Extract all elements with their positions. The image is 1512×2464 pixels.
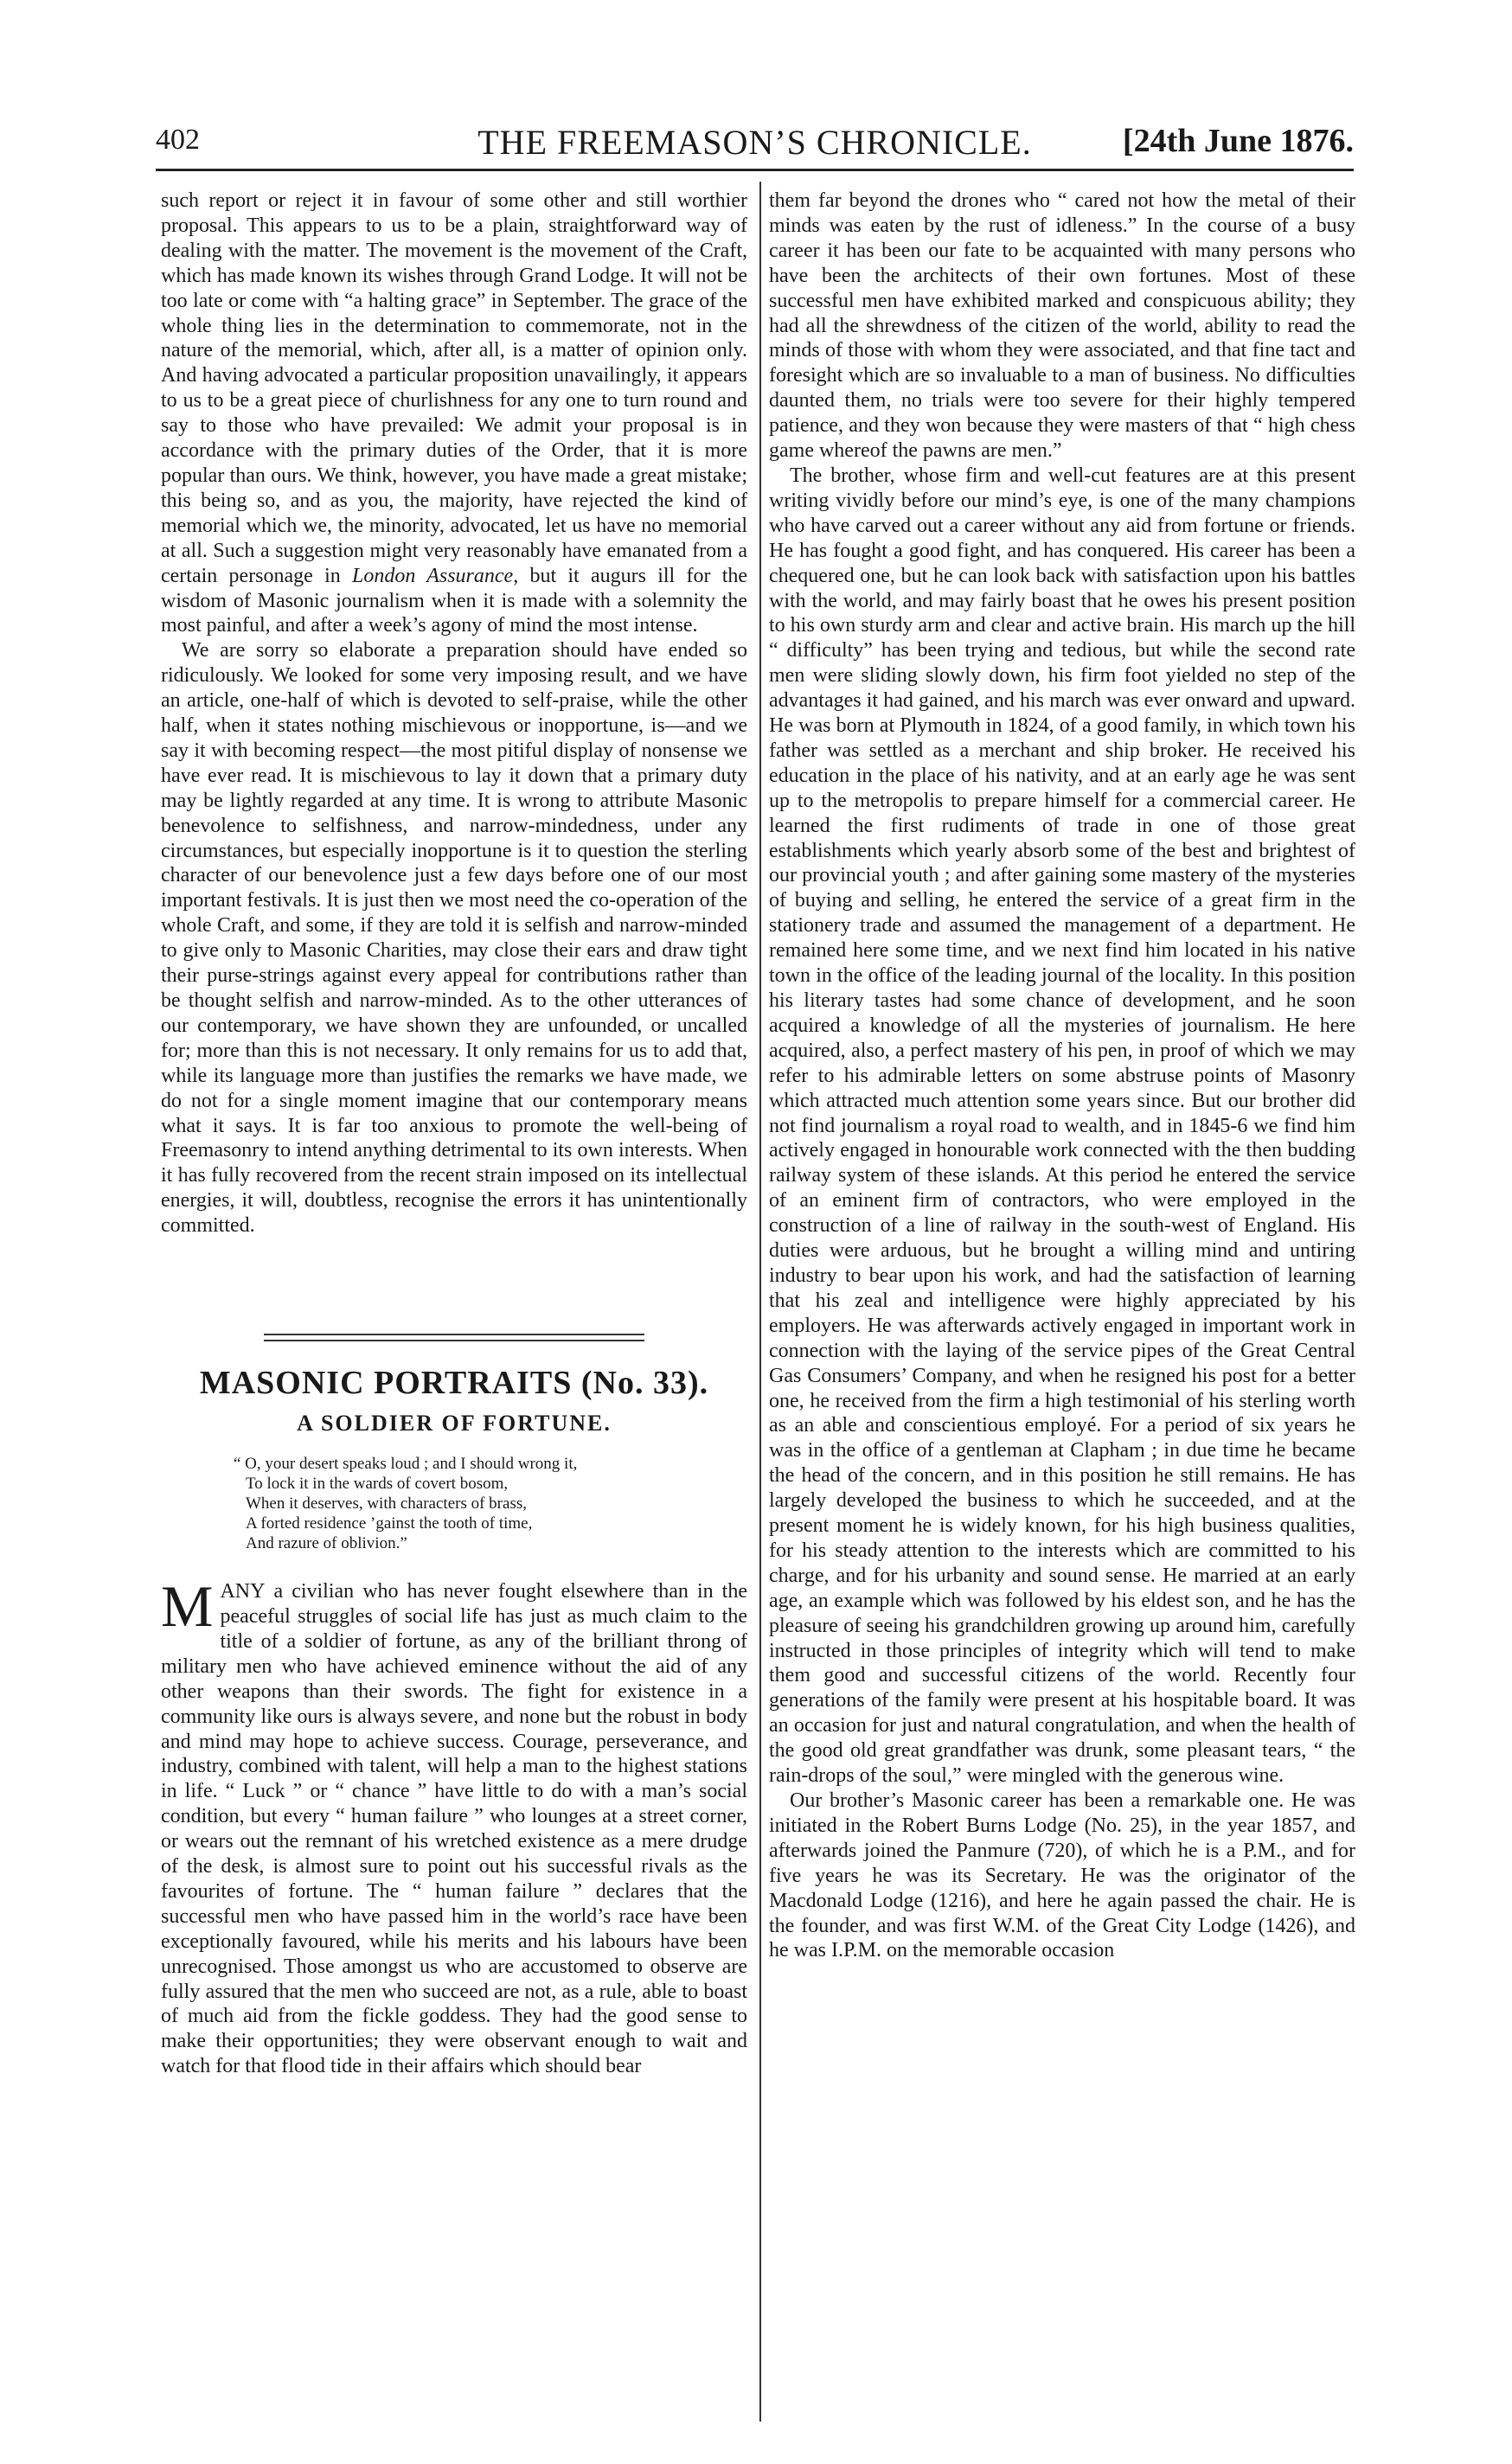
publication-title: THE FREEMASON’S CHRONICLE. <box>477 123 1032 162</box>
quote-line: To lock it in the wards of covert bosom, <box>246 1475 509 1494</box>
quote-line: And razure of oblivion.” <box>246 1534 407 1553</box>
section-subtitle: A SOLDIER OF FORTUNE. <box>297 1411 612 1437</box>
italic-title: London Assurance <box>352 564 514 587</box>
paragraph-text: , but it augurs ill for the wisdom of Masonic journalism when it is made with a solemnity the most painful, and after a week’s agony of mind the most intense. <box>161 564 748 637</box>
epigraph-quote <box>234 1454 747 1553</box>
article-paragraph <box>161 1573 747 2079</box>
page-header <box>156 117 1354 160</box>
issue-date: [24th June 1876. <box>1122 123 1354 159</box>
quote-line: When it deserves, with characters of brass, <box>246 1494 527 1514</box>
header-rule <box>156 169 1354 171</box>
section-separator <box>264 1334 644 1341</box>
quote-line: “ O, your desert speaks loud ; and I should wrong it, <box>234 1455 578 1474</box>
left-column <box>161 189 747 2079</box>
quote-line: A forted residence ’gainst the tooth of time, <box>246 1514 533 1533</box>
opening-words: ANY <box>220 1580 266 1603</box>
page-number: 402 <box>156 124 200 156</box>
article-paragraph: We are sorry so elaborate a preparation should have ended so ridiculously. We looked for some very imposing result, and we have an article, one-half of which is devoted to self-praise, while the other half, when it states nothing mischievous or inopportune, is—and we say it with becoming respect—the most pitiful display of nonsense we have ever read. It is mischievous to lay it down that a primary duty may be lightly regarded at any time. It is wrong to attribute Masonic benevolence to selfishness, and narrow-mindedness, under any circumstances, but especially inopportune is it to question the sterling character of our benevolence just a few days before one of our most important festivals. It is just then we most need the co-operation of the whole Craft, and some, if they are told it is selfish and narrow-minded to give only to Masonic Charities, may close their ears and draw tight their purse-strings against every appeal for contributions rather than be thought selfish and narrow-minded. As to the other utterances of our contemporary, we have shown they are unfounded, or uncalled for; more than this is not necessary. It only remains for us to add that, while its language more than justifies the remarks we have made, we do not for a single moment imagine that our contemporary means what it says. It is far too anxious to promote the well-being of Freemasonry to intend anything detrimental to its own interests. When it has fully recovered from the recent strain imposed on its intellectual energies, it will, doubtless, recognise the errors it has unintentionally committed. <box>161 639 747 1238</box>
right-column <box>769 189 1355 1963</box>
paragraph-text: such report or reject it in favour of some other and still worthier proposal. This appears to us to be a plain, straightforward way of dealing with the matter. The movement is the movement of the Craft, which has made known its wishes through Grand Lodge. It will not be too late or come with “a halting grace” in September. The grace of the whole thing lies in the determination to commemorate, not in the nature of the memorial, which, after all, is a matter of opinion only. And having advocated a particular proposition unavailingly, it appears to us to be a great piece of churlishness for any one to turn round and say to those who have prevailed: We admit your proposal is in accordance with the primary duties of the Order, that it is more popular than ours. We think, however, you have made a great mistake; this being so, and as you, the majority, have rejected the kind of memorial which we, the minority, advocated, let us have no memorial at all. Such a suggestion might very reasonably have emanated from a certain personage in <box>161 189 747 587</box>
section-title: MASONIC PORTRAITS (No. 33). <box>199 1365 709 1402</box>
paragraph-text: a civilian who has never fought elsewhere than in the peaceful struggles of social life has just as much claim to the title of a soldier of fortune, as any of the brilliant throng of military men who have achieved eminence without the aid of any other weapons than their swords. The fight for existence in a community like ours is always severe, and none but the robust in body and mind may hope to achieve success. Courage, perseverance, and industry, combined with talent, will help a man to the highest stations in life. “ Luck ” or “ chance ” have little to do with a man’s social condition, but every “ human failure ” who lounges at a street corner, or wears out the remnant of his wretched existence as a mere drudge of the desk, is almost sure to point out his successful rivals as the favourites of fortune. The “ human failure ” declares that the successful men who have passed him in the world’s race have been exceptionally favoured, while his merits and his labours have been unrecognised. Those amongst us who are accustomed to observe are fully assured that the men who succeed are not, as a rule, able to boast of much aid from the fickle goddess. They had the good sense to make their opportunities; they were observant enough to wait and watch for that flood tide in their affairs which should bear <box>161 1580 747 2078</box>
drop-cap: M <box>161 1573 214 1640</box>
column-divider <box>759 182 761 2422</box>
article-paragraph: Our brother’s Masonic career has been a remarkable one. He was initiated in the Robert Burns Lodge (No. 25), in the year 1857, and afterwards joined the Panmure (720), of which he is a P.M., and for five years he was its Secretary. He was the originator of the Macdonald Lodge (1216), and here he again passed the chair. He is the founder, and was first W.M. of the Great City Lodge (1426), and he was I.P.M. on the memorable occasion <box>769 1789 1355 1962</box>
article-paragraph <box>161 189 747 638</box>
article-paragraph: The brother, whose firm and well-cut features are at this present writing vividly before our mind’s eye, is one of the many champions who have carved out a career without any aid from fortune or friends. He has fought a good fight, and has conquered. His career has been a chequered one, but he can look back with satisfaction upon his battles with the world, and may fairly boast that he owes his present position to his own sturdy arm and clear and active brain. His march up the hill “ difficulty” has been trying and tedious, but while the second rate men were sliding slowly down, his firm foot yielded no step of the advantages it had gained, and his march was ever onward and upward. He was born at Plymouth in 1824, of a good family, in which town his father was settled as a merchant and ship broker. He received his education in the place of his nativity, and at an early age he was sent up to the metropolis to prepare himself for a commercial career. He learned the first rudiments of trade in one of those great establishments which yearly absorb some of the best and brightest of our provincial youth ; and after gaining some mastery of the mysteries of buying and selling, he entered the service of a great firm in the stationery trade and assumed the management of a department. He remained here some time, and we next find him located in his native town in the office of the leading journal of the locality. In this position his literary tastes had some chance of development, and he soon acquired a knowledge of all the mysteries of journalism. He here acquired, also, a perfect mastery of his pen, in proof of which we may refer to his admirable letters on some abstruse points of Masonry which attracted much attention some years since. But our brother did not find journalism a royal road to wealth, and in 1845-6 we find him actively engaged in honourable work connected with the then budding railway system of these islands. At this period he entered the service of an eminent firm of contractors, who were employed in the construction of a line of railway in the south-west of England. His duties were arduous, but he brought a willing mind and untiring industry to bear upon his work, and had the satisfaction of learning that his zeal and intelligence were highly appreciated by his employers. He was afterwards actively engaged in important work in connection with the laying of the service pipes of the Great Central Gas Consumers’ Company, and when he resigned his post for a better one, he received from the firm a high testimonial of his sterling worth as an able and conscientious employé. For a period of six years he was in the office of a gentleman at Clapham ; in due time he became the head of the concern, and in this position he still remains. He has largely developed the business to which he succeeded, and at the present moment he is widely known, for his high business qualities, for his steady attention to the interests which are committed to his charge, and for his urbanity and sound sense. He married at an early age, an example which was followed by his eldest son, and he has the pleasure of seeing his grandchildren growing up around him, carefully instructed in those principles of integrity which will tend to make them good and successful citizens of the world. Recently four generations of the family were present at his hospitable board. It was an occasion for just and natural congratulation, and when the health of the good old great grandfather was drunk, some pleasant tears, “ the rain-drops of the soul,” were mingled with the generous wine. <box>769 464 1355 1788</box>
article-paragraph: them far beyond the drones who “ cared not how the metal of their minds was eaten by the rust of idleness.” In the course of a busy career it has been our fate to be acquainted with many persons who have been the architects of their own fortunes. Most of these successful men have exhibited marked and conspicuous ability; they had all the shrewdness of the citizen of the world, ability to read the minds of those with whom they were associated, and that fine tact and foresight which are so invaluable to a man of business. No difficulties daunted them, no trials were too severe for their highly tempered patience, and they won because they were masters of that “ high chess game whereof the pawns are men.” <box>769 189 1355 463</box>
